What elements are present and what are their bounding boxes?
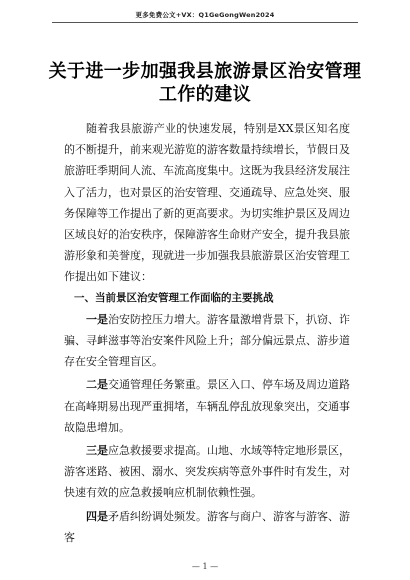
item-text: 治安防控压力增大。游客量激增背景下，扒窃、诈骗、寻衅滋事等治安案件风险上升；部分偏远景点、游步道存在安全管理盲区。 — [64, 312, 350, 369]
intro-paragraph: 随着我县旅游产业的快速发展，特别是XX景区知名度的不断提升，前来观光游览的游客数量持续增长，节假日及旅游旺季期间人流、车流高度集中。这既为我县经济发展注入了活力，也对景区的治安管理、交通疏导、应急处突、服务保障等工作提出了新的更高要求。为切实维护景区及周边区域良好的治安秩序，保障游客生命财产安全，提升我县旅游形象和美誉度，现就进一步加强我县旅游景区治安管理工作提出如下建议： — [64, 122, 350, 284]
document-body — [64, 118, 350, 548]
item-lead: 一是 — [86, 312, 108, 326]
header-divider — [52, 22, 358, 23]
list-item — [64, 309, 350, 373]
item-lead: 三是 — [86, 444, 108, 458]
header-promo-text: 更多免费公文+VX：Q1GeGongWen2024 — [135, 11, 275, 19]
section-heading: 一、当前景区治安管理工作面临的主要挑战 — [74, 291, 274, 304]
item-text: 矛盾纠纷调处频发。游客与商户、游客与游客、游客 — [64, 509, 350, 544]
item-text: 交通管理任务繁重。景区入口、停车场及周边道路在高峰期易出现严重拥堵，车辆乱停乱放现象突出，交通事故隐患增加。 — [64, 378, 350, 434]
item-lead: 四是 — [86, 509, 108, 523]
item-lead: 二是 — [86, 378, 108, 392]
list-item — [64, 374, 350, 438]
page-header — [0, 0, 410, 46]
item-text: 应急救援要求提高。山地、水域等特定地形景区，游客迷路、被困、溺水、突发疾病等意外事件时有发生，对快速有效的应急救援响应机制依赖性强。 — [64, 444, 350, 500]
list-item — [64, 440, 350, 504]
document-title: 关于进一步加强我县旅游景区治安管理工作的建议 — [48, 61, 362, 105]
page-number: — 1 — — [191, 562, 219, 571]
list-item — [64, 506, 350, 548]
